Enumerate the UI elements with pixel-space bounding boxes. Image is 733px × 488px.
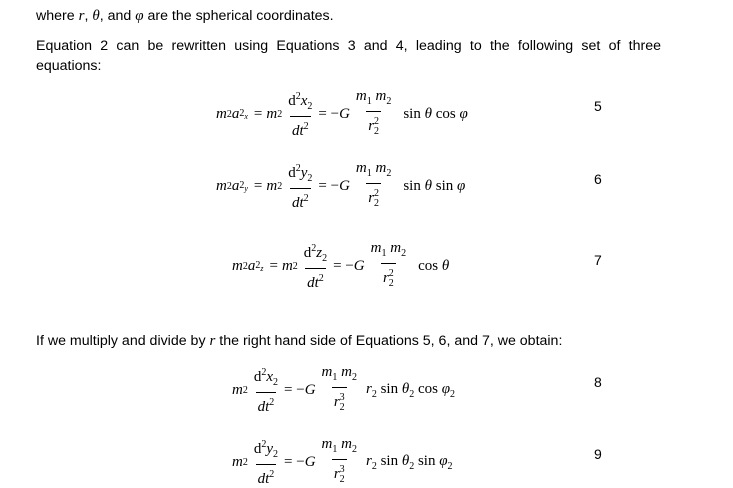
- var-theta: θ: [92, 8, 100, 24]
- equation-5: m 2 a $2_x$ = m 2 $\frac{d^2x_2}{dt^2}$ = − G $\frac{m_1 m_2}{r_2^2}$ sin θ cos φ: [216, 88, 468, 139]
- intro-rest: are the spherical coordinates.: [143, 8, 334, 24]
- paragraph-2-before: If we multiply and divide by: [36, 333, 210, 349]
- intro-line: [36, 6, 334, 26]
- equation-number-7: 7: [594, 252, 602, 268]
- equation-number-6: 6: [594, 171, 602, 187]
- paragraph-2: [36, 331, 562, 351]
- paragraph-2-after: the right hand side of Equations 5, 6, and 7, we obtain:: [215, 333, 563, 349]
- equation-number-5: 5: [594, 98, 602, 114]
- and-text: , and: [99, 8, 136, 24]
- comma: ,: [84, 8, 93, 24]
- paragraph-1: Equation 2 can be rewritten using Equations 3 and 4, leading to the following set of three equations:: [36, 38, 661, 74]
- equation-number-8: 8: [594, 374, 602, 390]
- var-phi: φ: [135, 8, 144, 24]
- equation-number-9: 9: [594, 446, 602, 462]
- equation-6: m 2 a $2_y$ = m 2 $\frac{d^2y_2}{dt^2}$ = − G $\frac{m_1 m_2}{r_2^2}$ sin θ sin φ: [216, 160, 466, 211]
- equation-9: m 2 $\frac{d^2y_2}{dt^2}$ = − G $\frac{m_1 m_2}{r_2^3}$ $r_2$ $\sin \theta_2$ $\sin \varphi_2$: [232, 436, 453, 487]
- intro-text: where: [36, 8, 75, 24]
- equation-8: m 2 $\frac{d^2x_2}{dt^2}$ = − G $\frac{m_1 m_2}{r_2^3}$ $r_2$ $\sin \theta_2$ $\cos \varphi_2$: [232, 364, 456, 415]
- equation-7: m 2 a $2_z$ = m 2 $\frac{d^2z_2}{dt^2}$ = − G $\frac{m_1 m_2}{r_2^2}$ cos θ: [232, 240, 450, 291]
- var-r: r: [209, 333, 216, 349]
- var-r: r: [78, 8, 85, 24]
